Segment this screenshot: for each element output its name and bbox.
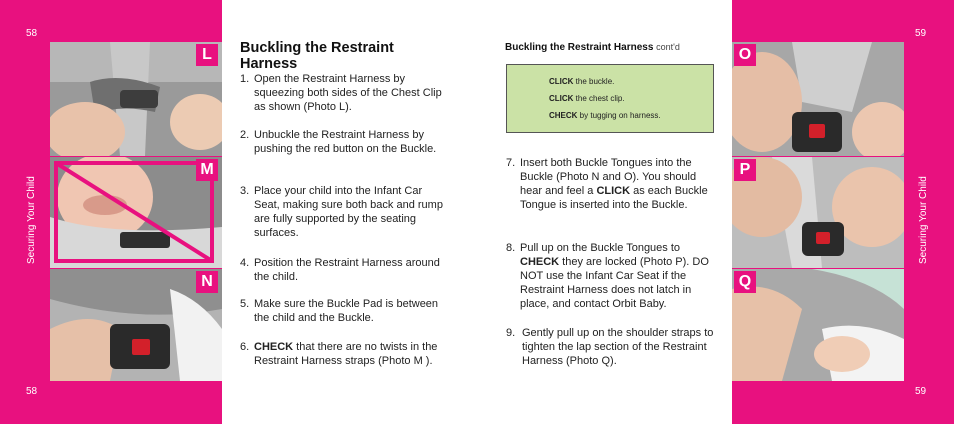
left-page-strip (0, 0, 222, 424)
step-1 (240, 72, 445, 114)
step-keyword: CHECK (520, 256, 560, 268)
step-keyword: CHECK (254, 341, 294, 353)
photo-o (732, 42, 904, 156)
photo-label-m: M (196, 159, 218, 181)
step-number: 2. (240, 129, 250, 141)
photo-label-l: L (196, 44, 218, 66)
page-number-top: 58 (26, 28, 38, 39)
photo-label-p: P (734, 159, 756, 181)
step-7 (506, 156, 721, 212)
step-text: Make sure the Buckle Pad is between the child and the Buckle. (254, 298, 439, 324)
step-text: Gently pull up on the shoulder straps to tighten the lap section of the Restraint Harness (Photo Q). (522, 327, 714, 367)
heading-text: Buckling the Restraint Harness (505, 42, 654, 53)
step-text: Open the Restraint Harness by squeezing both sides of the Chest Clip as shown (Photo L). (254, 73, 442, 113)
section-heading: Buckling the Restraint Harness (240, 40, 394, 72)
step-text: Unbuckle the Restraint Harness by pushing the red button on the Buckle. (254, 129, 437, 155)
step-text: as each Buckle Tongue is inserted into the Buckle. (520, 185, 708, 211)
step-number: 6. (240, 341, 250, 353)
step-2 (240, 128, 445, 156)
section-heading-contd (505, 42, 680, 53)
check-item: CHECK by tugging on harness. (549, 111, 661, 120)
photo-label-n: N (196, 271, 218, 293)
side-label: Securing Your Child (918, 176, 929, 264)
step-5 (240, 297, 445, 325)
step-4 (240, 256, 445, 284)
content-area (222, 0, 732, 424)
side-label: Securing Your Child (26, 176, 37, 264)
step-number: 7. (506, 157, 516, 169)
step-number: 8. (506, 242, 516, 254)
step-text: that there are no twists in the Restraint Harness straps (Photo M ). (254, 341, 438, 367)
step-9 (506, 326, 721, 368)
page-number-bottom: 58 (26, 386, 38, 397)
step-number: 3. (240, 185, 250, 197)
photo-n (50, 269, 222, 381)
step-6 (240, 340, 445, 368)
step-number: 4. (240, 257, 250, 269)
step-8 (506, 241, 721, 311)
step-text: Insert both Buckle Tongues into the Buckle (Photo N and O). You should hear and feel a (520, 157, 697, 197)
photo-l (50, 42, 222, 156)
photo-q (732, 269, 904, 381)
photo-label-q: Q (734, 271, 756, 293)
step-text: Position the Restraint Harness around the child. (254, 257, 440, 283)
step-number: 9. (506, 327, 516, 339)
check-item: CLICK the chest clip. (549, 94, 625, 103)
step-3 (240, 184, 445, 240)
check-summary-box (506, 64, 714, 133)
step-keyword: CLICK (596, 185, 631, 197)
heading-contd: cont'd (656, 42, 680, 52)
photo-label-o: O (734, 44, 756, 66)
photo-p (732, 157, 904, 268)
page-number-bottom: 59 (915, 386, 927, 397)
right-page-strip (732, 0, 954, 424)
step-text: Pull up on the Buckle Tongues to (520, 242, 681, 254)
step-number: 1. (240, 73, 250, 85)
step-number: 5. (240, 298, 250, 310)
check-item: CLICK the buckle. (549, 77, 615, 86)
step-text: Place your child into the Infant Car Seat, making sure both back and rump are fully supported by the seating surfaces. (254, 185, 443, 239)
page-number-top: 59 (915, 28, 927, 39)
step-text: they are locked (Photo P). DO NOT use the Infant Car Seat if the Restraint Harness does not latch in place, and contact Orbit Baby. (520, 256, 709, 310)
photo-m (50, 157, 222, 268)
